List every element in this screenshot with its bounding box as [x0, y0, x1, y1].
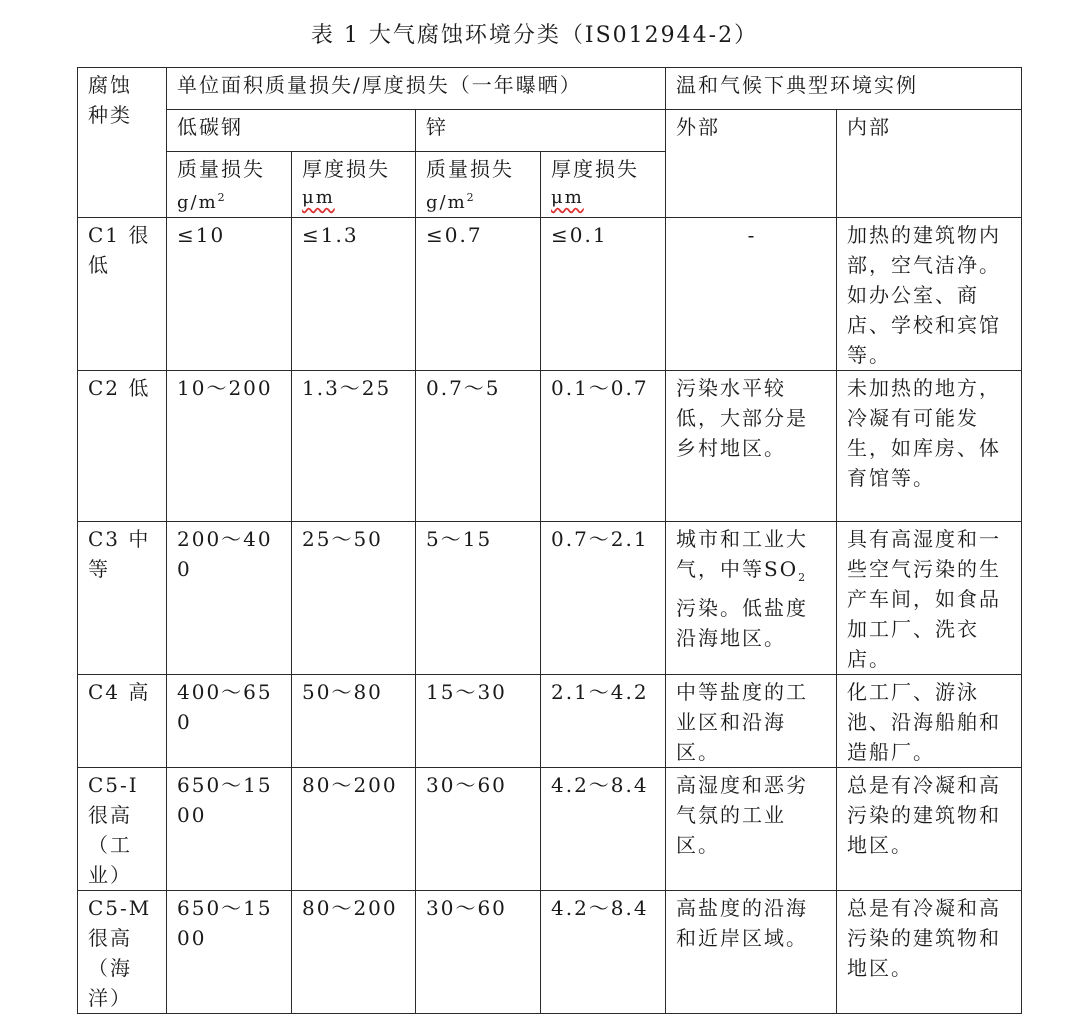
steel-mass-cell: 200～400: [167, 522, 292, 675]
table-row: [78, 891, 1022, 1014]
zinc-thick-cell: 2.1～4.2: [541, 675, 666, 768]
header-row-2: [78, 110, 1022, 152]
table-row: [78, 675, 1022, 768]
zinc-thick-cell: 4.2～8.4: [541, 768, 666, 891]
steel-thick-cell: 50～80: [292, 675, 416, 768]
steel-thick-cell: 25～50: [292, 522, 416, 675]
steel-mass-cell: 10～200: [167, 371, 292, 522]
zinc-mass-cell: 0.7～5: [416, 371, 541, 522]
zinc-thick-cell: 4.2～8.4: [541, 891, 666, 1014]
steel-thick-cell: 80～200: [292, 891, 416, 1014]
steel-mass-cell: ≤10: [167, 218, 292, 371]
indoor-cell: 具有高湿度和一些空气污染的生产车间，如食品加工厂、洗衣店。: [837, 522, 1022, 675]
outdoor-cell: 中等盐度的工业区和沿海区。: [666, 675, 837, 768]
outdoor-cell: 污染水平较低，大部分是乡村地区。: [666, 371, 837, 522]
steel-mass-cell: 650～1500: [167, 768, 292, 891]
zinc-mass-cell: 30～60: [416, 891, 541, 1014]
header-row-1: [78, 68, 1022, 110]
outdoor-cell: 高盐度的沿海和近岸区域。: [666, 891, 837, 1014]
table-row: [78, 371, 1022, 522]
row-category: C2 低: [78, 371, 167, 522]
zinc-mass-cell: ≤0.7: [416, 218, 541, 371]
indoor-cell: 总是有冷凝和高污染的建筑物和地区。: [837, 891, 1022, 1014]
header-steel-thick: [292, 152, 416, 218]
outdoor-cell: -: [666, 218, 837, 371]
mass-unit: $g/m^2$: [426, 191, 476, 213]
table-title: 表 1 大气腐蚀环境分类（IS012944-2）: [310, 23, 759, 48]
header-outdoor: 外部: [666, 110, 837, 218]
header-zinc-thick: [541, 152, 666, 218]
steel-thick-cell: ≤1.3: [292, 218, 416, 371]
thick-unit: μm: [302, 187, 335, 208]
indoor-cell: 加热的建筑物内部，空气洁净。如办公室、商店、学校和宾馆等。: [837, 218, 1022, 371]
row-category: C4 高: [78, 675, 167, 768]
zinc-thick-cell: 0.1～0.7: [541, 371, 666, 522]
header-loss: 单位面积质量损失/厚度损失（一年曝晒）: [167, 68, 666, 110]
indoor-cell: 未加热的地方，冷凝有可能发生，如库房、体育馆等。: [837, 371, 1022, 522]
header-category: 腐蚀 种类: [78, 68, 167, 218]
header-zinc-mass: [416, 152, 541, 218]
steel-thick-cell: 1.3～25: [292, 371, 416, 522]
zinc-thick-cell: 0.7～2.1: [541, 522, 666, 675]
steel-mass-cell: 650～1500: [167, 891, 292, 1014]
header-examples: 温和气候下典型环境实例: [666, 68, 1022, 110]
row-category: C5-M 很高（海洋）: [78, 891, 167, 1014]
header-zinc: 锌: [416, 110, 666, 152]
outdoor-cell: 城市和工业大气，中等$SO_2$污染。低盐度沿海地区。: [666, 522, 837, 675]
table-row: [78, 768, 1022, 891]
zinc-mass-cell: 30～60: [416, 768, 541, 891]
mass-loss-label: 质量损失: [426, 157, 514, 181]
header-steel-mass: [167, 152, 292, 218]
table-row: [78, 522, 1022, 675]
row-category: C5-I 很高（工业）: [78, 768, 167, 891]
thick-unit: μm: [551, 187, 584, 208]
steel-mass-cell: 400～650: [167, 675, 292, 768]
thick-loss-label: 厚度损失: [302, 157, 390, 181]
thick-loss-label: 厚度损失: [551, 157, 639, 181]
steel-thick-cell: 80～200: [292, 768, 416, 891]
indoor-cell: 化工厂、游泳池、沿海船舶和造船厂。: [837, 675, 1022, 768]
table-row: [78, 218, 1022, 371]
zinc-thick-cell: ≤0.1: [541, 218, 666, 371]
header-indoor: 内部: [837, 110, 1022, 218]
outdoor-cell: 高湿度和恶劣气氛的工业区。: [666, 768, 837, 891]
indoor-cell: 总是有冷凝和高污染的建筑物和地区。: [837, 768, 1022, 891]
mass-loss-label: 质量损失: [177, 157, 265, 181]
zinc-mass-cell: 15～30: [416, 675, 541, 768]
mass-unit: $g/m^2$: [177, 191, 227, 213]
row-category: C1 很低: [78, 218, 167, 371]
corrosion-classification-table: [77, 67, 1022, 1014]
header-steel: 低碳钢: [167, 110, 416, 152]
zinc-mass-cell: 5～15: [416, 522, 541, 675]
row-category: C3 中等: [78, 522, 167, 675]
